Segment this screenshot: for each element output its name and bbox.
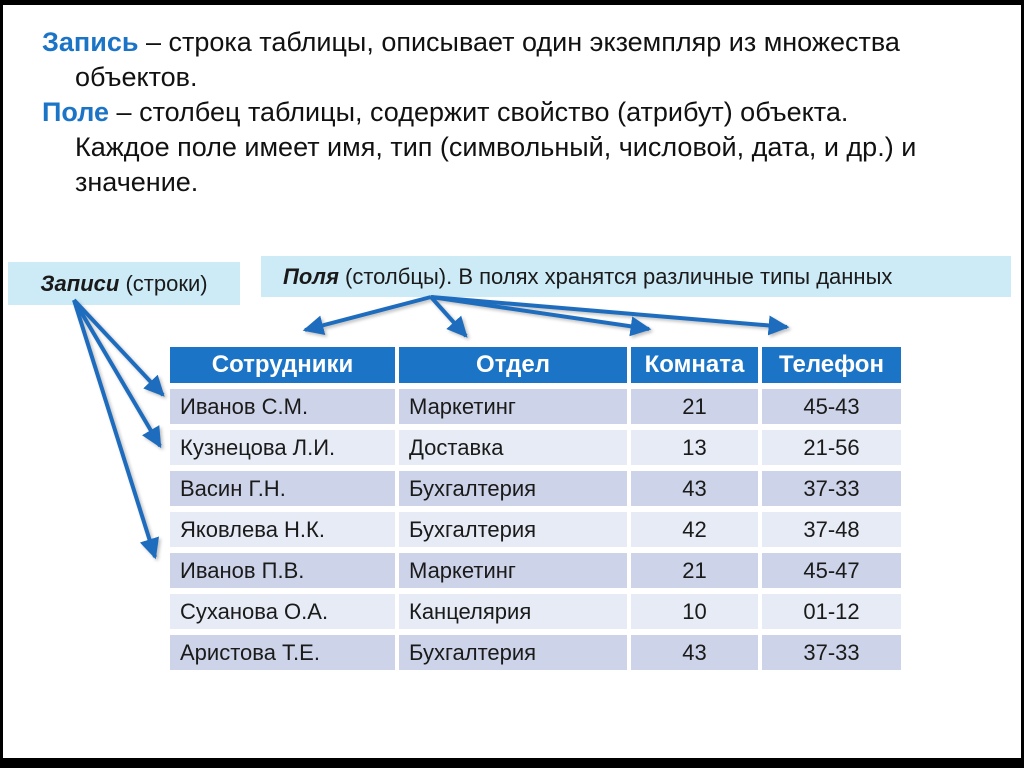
table-row — [170, 389, 901, 424]
record-arrow-row2 — [74, 300, 160, 446]
field-arrow-col4 — [431, 297, 787, 327]
record-definition-text: – строка таблицы, описывает один экземпляр из множества объектов. — [75, 27, 900, 92]
cell-name: Иванов С.М. — [170, 389, 395, 424]
cell-phone: 45-47 — [762, 553, 901, 588]
cell-name: Кузнецова Л.И. — [170, 430, 395, 465]
fields-callout-label — [261, 256, 1011, 297]
record-definition — [42, 25, 926, 95]
cell-room: 13 — [631, 430, 758, 465]
record-arrow-row5 — [74, 300, 155, 557]
table-header-row — [170, 347, 901, 383]
fields-arrows — [305, 297, 787, 336]
cell-department: Бухгалтерия — [399, 471, 627, 506]
records-callout-label — [8, 262, 240, 305]
cell-room: 21 — [631, 389, 758, 424]
definitions-text-block — [42, 25, 926, 200]
record-term: Запись — [42, 27, 139, 57]
cell-name: Яковлева Н.К. — [170, 512, 395, 547]
table-row — [170, 430, 901, 465]
table-row — [170, 512, 901, 547]
cell-department: Бухгалтерия — [399, 512, 627, 547]
cell-department: Бухгалтерия — [399, 635, 627, 670]
column-header-employees: Сотрудники — [170, 347, 395, 383]
cell-phone: 37-33 — [762, 471, 901, 506]
record-arrow-row1 — [74, 300, 163, 395]
field-arrow-col1 — [305, 297, 431, 330]
records-callout-term: Записи — [40, 270, 120, 296]
employee-table-container — [166, 341, 905, 676]
employee-table — [166, 341, 905, 676]
cell-phone: 45-43 — [762, 389, 901, 424]
column-header-room: Комната — [631, 347, 758, 383]
cell-name: Васин Г.Н. — [170, 471, 395, 506]
cell-phone: 01-12 — [762, 594, 901, 629]
fields-callout-rest: (столбцы). В полях хранятся различные типы данных — [338, 263, 893, 289]
table-row — [170, 635, 901, 670]
records-callout-rest: (строки) — [119, 270, 208, 296]
field-definition-text: – столбец таблицы, содержит свойство (атрибут) объекта. Каждое поле имеет имя, тип (символьный, числовой, дата, и др.) и значение. — [75, 97, 917, 197]
cell-room: 43 — [631, 471, 758, 506]
cell-phone: 21-56 — [762, 430, 901, 465]
cell-department: Канцелярия — [399, 594, 627, 629]
column-header-department: Отдел — [399, 347, 627, 383]
field-term: Поле — [42, 97, 110, 127]
cell-name: Суханова О.А. — [170, 594, 395, 629]
cell-name: Иванов П.В. — [170, 553, 395, 588]
cell-department: Маркетинг — [399, 553, 627, 588]
cell-room: 43 — [631, 635, 758, 670]
field-definition — [42, 95, 926, 200]
table-row — [170, 553, 901, 588]
field-arrow-col3 — [431, 297, 649, 329]
cell-name: Аристова Т.Е. — [170, 635, 395, 670]
cell-phone: 37-33 — [762, 635, 901, 670]
table-row — [170, 594, 901, 629]
records-arrows — [74, 300, 163, 557]
field-arrow-col2 — [431, 297, 466, 336]
cell-room: 21 — [631, 553, 758, 588]
cell-department: Маркетинг — [399, 389, 627, 424]
cell-phone: 37-48 — [762, 512, 901, 547]
cell-room: 10 — [631, 594, 758, 629]
cell-room: 42 — [631, 512, 758, 547]
column-header-phone: Телефон — [762, 347, 901, 383]
presentation-slide — [3, 5, 1021, 758]
cell-department: Доставка — [399, 430, 627, 465]
fields-callout-term: Поля — [283, 263, 339, 289]
table-row — [170, 471, 901, 506]
